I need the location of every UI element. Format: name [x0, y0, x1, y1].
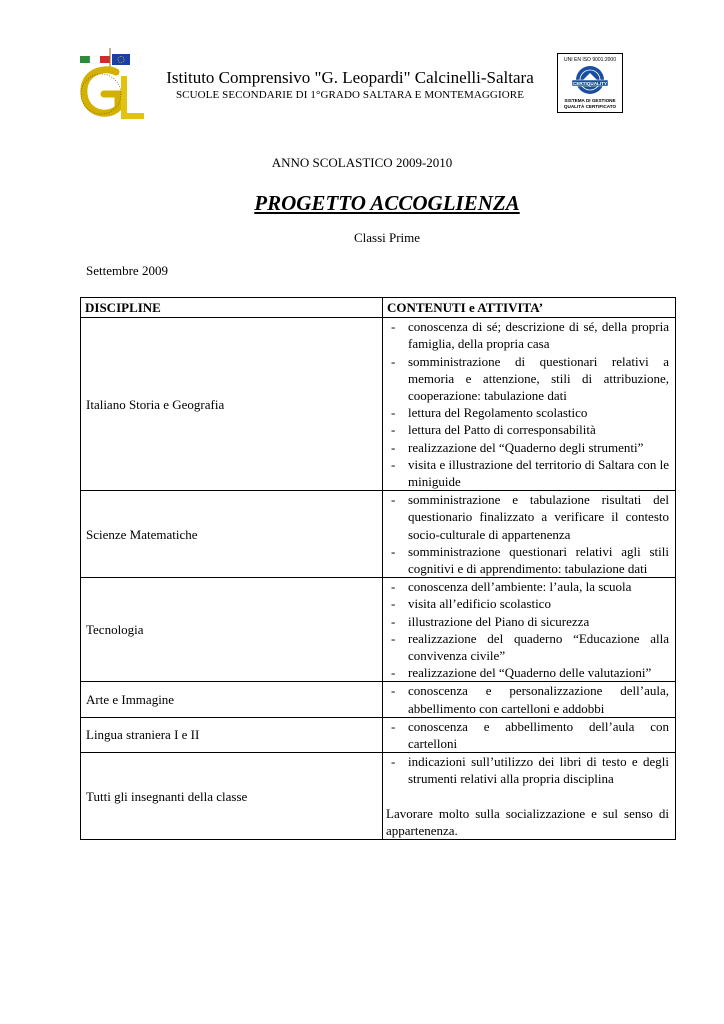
list-item: - conoscenza dell’ambiente: l’aula, la scuola: [386, 578, 669, 595]
list-item: - illustrazione del Piano di sicurezza: [386, 613, 669, 630]
cert-caption-2: QUALITÀ CERTIFICATO: [563, 104, 617, 109]
table-row: [81, 491, 676, 578]
list-item: - somministrazione e tabulazione risultati del questionario finalizzato a verificare il contesto socio-culturale di appartenenza: [386, 491, 669, 543]
discipline-cell: Arte e Immagine: [81, 682, 383, 717]
table-row: [81, 318, 676, 491]
content-cell: [383, 318, 676, 491]
certification-badge: [557, 53, 623, 113]
cert-standard: UNI EN ISO 9001:2000: [564, 57, 616, 63]
school-subtitle: SCUOLE SECONDARIE DI 1°GRADO SALTARA E MONTEMAGGIORE: [175, 89, 525, 101]
content-cell: [383, 682, 676, 717]
content-cell: [383, 753, 676, 840]
discipline-cell: Tutti gli insegnanti della classe: [81, 753, 383, 840]
list-item: - realizzazione del “Quaderno delle valutazioni”: [386, 664, 669, 681]
list-item: - lettura del Patto di corresponsabilità: [386, 421, 669, 438]
school-logo: [74, 44, 148, 124]
discipline-cell: Italiano Storia e Geografia: [81, 318, 383, 491]
list-item: - visita e illustrazione del territorio di Saltara con le miniguide: [386, 456, 669, 490]
table-row: [81, 578, 676, 682]
target-classes: Classi Prime: [353, 230, 421, 245]
header-content: CONTENUTI e ATTIVITA’: [383, 298, 676, 318]
document-title: PROGETTO ACCOGLIENZA: [254, 191, 520, 215]
school-name: Istituto Comprensivo "G. Leopardi" Calcinelli-Saltara: [166, 68, 534, 87]
content-cell: [383, 491, 676, 578]
list-item: - lettura del Regolamento scolastico: [386, 404, 669, 421]
list-item: - realizzazione del quaderno “Educazione alla convivenza civile”: [386, 630, 669, 664]
discipline-cell: Lingua straniera I e II: [81, 717, 383, 752]
list-item: - conoscenza di sé; descrizione di sé, della propria famiglia, della propria casa: [386, 318, 669, 352]
table-header-row: [81, 298, 676, 318]
header-discipline: DISCIPLINE: [81, 298, 383, 318]
content-cell: [383, 717, 676, 752]
table-row: [81, 682, 676, 717]
activities-table: [80, 297, 676, 840]
list-item: - realizzazione del “Quaderno degli strumenti”: [386, 439, 669, 456]
table-row: [81, 753, 676, 840]
cert-caption-1: SISTEMA DI GESTIONE: [564, 98, 616, 103]
content-cell: [383, 578, 676, 682]
closing-note: Lavorare molto sulla socializzazione e sul senso di appartenenza.: [386, 805, 669, 838]
list-item: - indicazioni sull’utilizzo dei libri di testo e degli strumenti relativi alla propria disciplina: [386, 753, 669, 787]
list-item: - visita all’edificio scolastico: [386, 595, 669, 612]
school-year: ANNO SCOLASTICO 2009-2010: [271, 155, 453, 170]
list-item: - somministrazione di questionari relativi a memoria e attenzione, stili di attribuzione, cooperazione: tabulazione dati: [386, 353, 669, 405]
list-item: - conoscenza e abbellimento dell’aula con cartelloni: [386, 718, 669, 752]
table-row: [81, 717, 676, 752]
discipline-cell: Tecnologia: [81, 578, 383, 682]
list-item: - conoscenza e personalizzazione dell’aula, abbellimento con cartelloni e addobbi: [386, 682, 669, 716]
document-date: Settembre 2009: [86, 263, 168, 278]
discipline-cell: Scienze Matematiche: [81, 491, 383, 578]
cert-brand: CERTIQUALITY: [573, 81, 607, 86]
list-item: - somministrazione questionari relativi agli stili cognitivi e di apprendimento: tabulazione dati: [386, 543, 669, 577]
